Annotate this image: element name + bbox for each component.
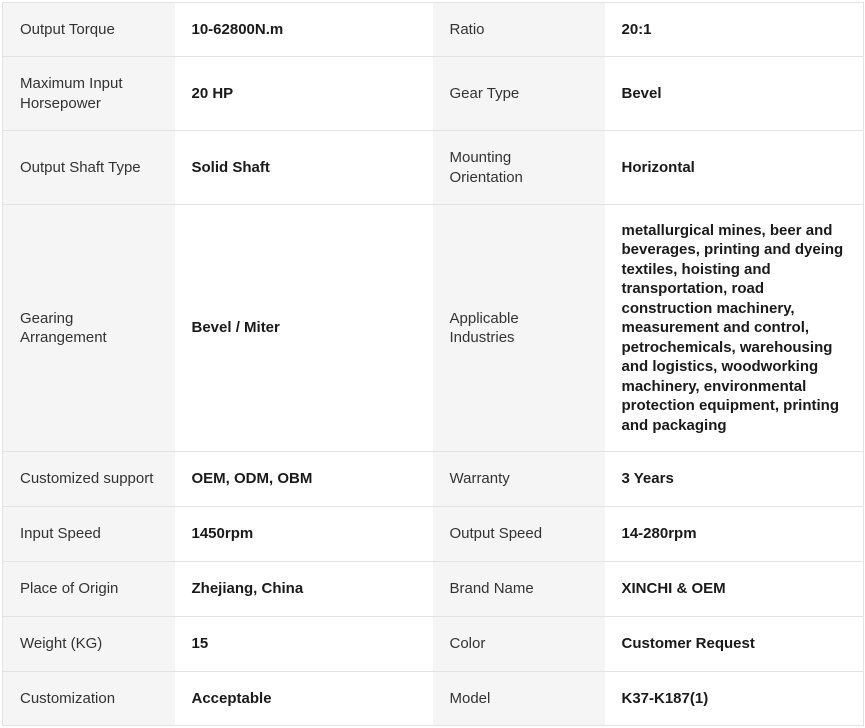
spec-value: 15: [175, 617, 433, 672]
spec-label: Weight (KG): [3, 617, 175, 672]
table-row: [3, 452, 864, 507]
spec-value: Solid Shaft: [175, 131, 433, 205]
specifications-table: [2, 2, 864, 726]
spec-label: Applicable Industries: [433, 205, 605, 452]
spec-label: Output Torque: [3, 3, 175, 57]
spec-value: 1450rpm: [175, 507, 433, 562]
spec-value: OEM, ODM, OBM: [175, 452, 433, 507]
spec-label: Model: [433, 672, 605, 726]
spec-value: 3 Years: [605, 452, 864, 507]
table-row: [3, 617, 864, 672]
spec-label: Output Speed: [433, 507, 605, 562]
table-row: [3, 131, 864, 205]
spec-value: K37-K187(1): [605, 672, 864, 726]
table-row: [3, 57, 864, 131]
spec-value: Bevel / Miter: [175, 205, 433, 452]
spec-label: Warranty: [433, 452, 605, 507]
spec-value: XINCHI & OEM: [605, 562, 864, 617]
table-row: [3, 507, 864, 562]
spec-value: metallurgical mines, beer and beverages, printing and dyeing textiles, hoisting and transportation, road construction machinery, measurement and control, petrochemicals, warehousing and logistics, woodworking machinery, environmental protection equipment, printing and packaging: [605, 205, 864, 452]
spec-value: Bevel: [605, 57, 864, 131]
spec-value: 14-280rpm: [605, 507, 864, 562]
spec-label: Customized support: [3, 452, 175, 507]
spec-label: Color: [433, 617, 605, 672]
spec-value: 10-62800N.m: [175, 3, 433, 57]
table-row: [3, 205, 864, 452]
spec-label: Mounting Orientation: [433, 131, 605, 205]
spec-label: Gear Type: [433, 57, 605, 131]
spec-value: Zhejiang, China: [175, 562, 433, 617]
spec-value: Customer Request: [605, 617, 864, 672]
spec-label: Output Shaft Type: [3, 131, 175, 205]
spec-label: Ratio: [433, 3, 605, 57]
table-row: [3, 3, 864, 57]
spec-label: Brand Name: [433, 562, 605, 617]
spec-label: Place of Origin: [3, 562, 175, 617]
spec-label: Gearing Arrangement: [3, 205, 175, 452]
spec-label: Customization: [3, 672, 175, 726]
spec-label: Input Speed: [3, 507, 175, 562]
spec-value: Horizontal: [605, 131, 864, 205]
spec-value: 20:1: [605, 3, 864, 57]
spec-value: 20 HP: [175, 57, 433, 131]
spec-label: Maximum Input Horsepower: [3, 57, 175, 131]
table-row: [3, 562, 864, 617]
table-row: [3, 672, 864, 726]
spec-value: Acceptable: [175, 672, 433, 726]
